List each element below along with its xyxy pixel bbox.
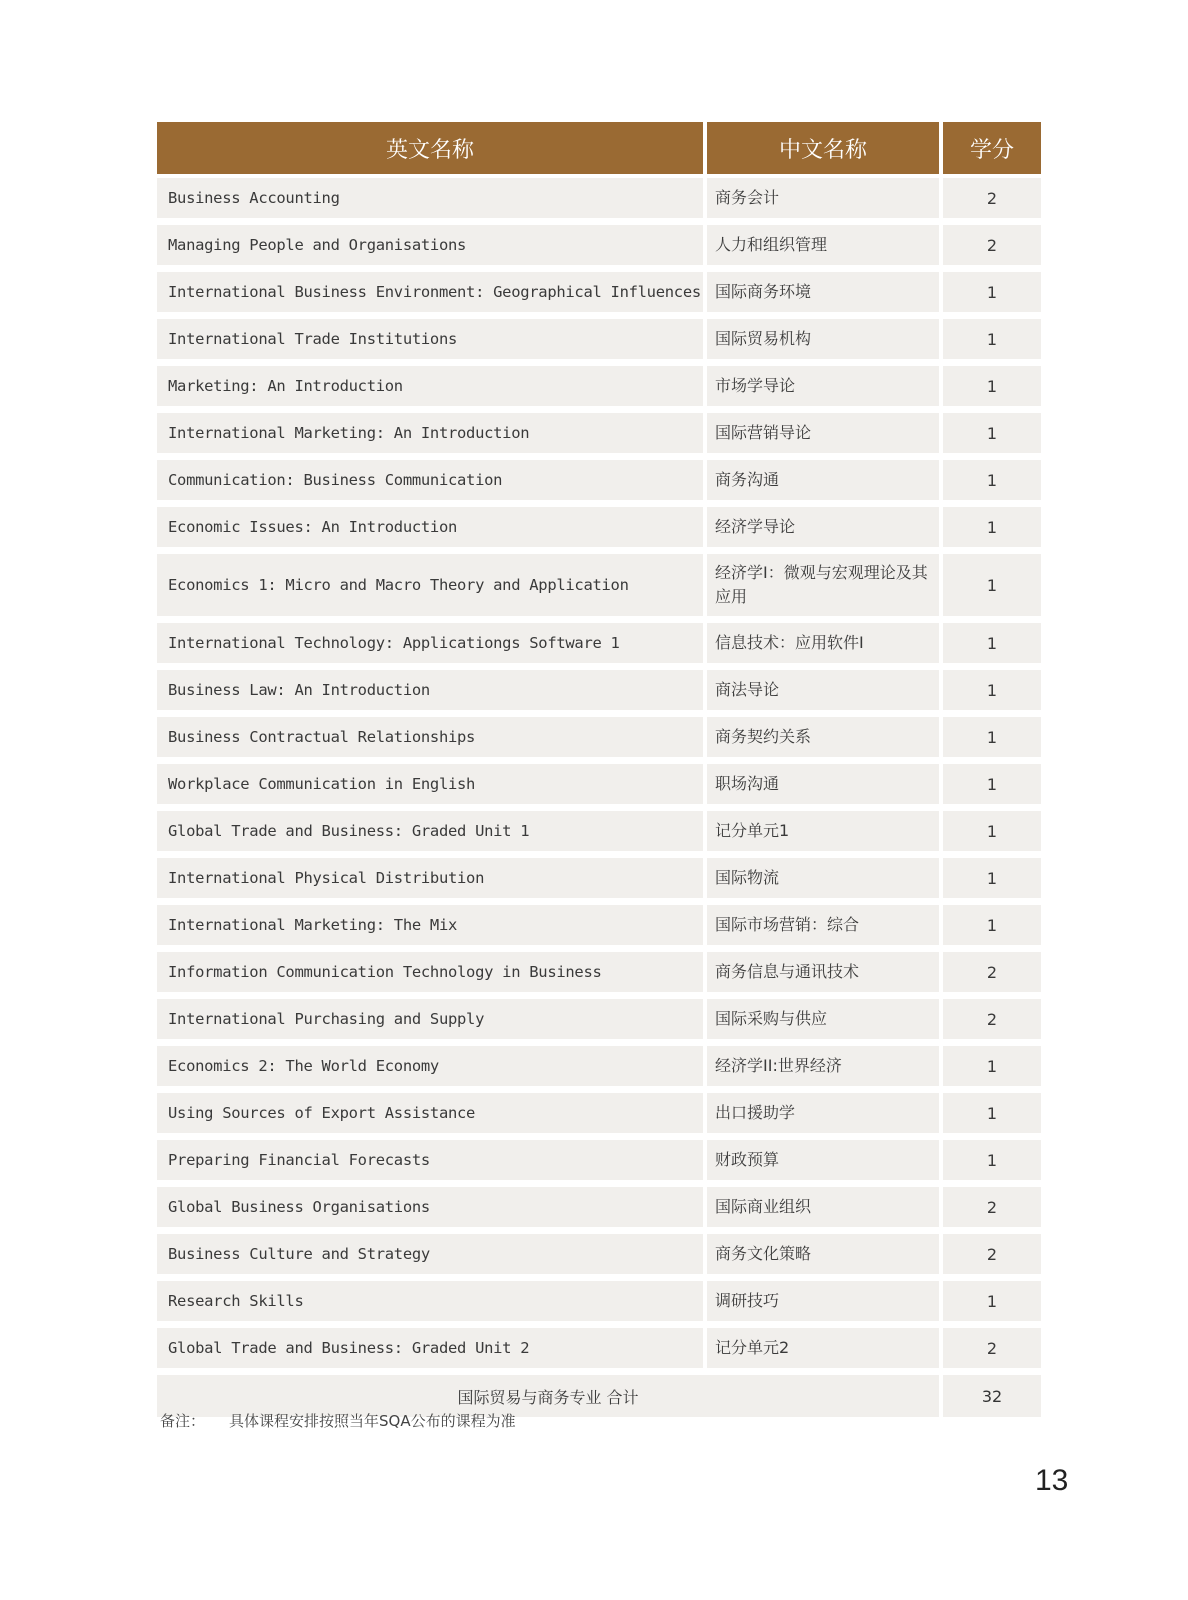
table-cell-cn: 经济学II:世界经济 xyxy=(707,1046,939,1086)
table-cell-credit: 1 xyxy=(943,811,1041,851)
table-cell-credit: 2 xyxy=(943,225,1041,265)
table-cell-credit: 2 xyxy=(943,178,1041,218)
table-cell-credit: 1 xyxy=(943,1281,1041,1321)
total-value: 32 xyxy=(943,1375,1041,1417)
table-cell-cn: 国际营销导论 xyxy=(707,413,939,453)
table-cell-cn: 国际商务环境 xyxy=(707,272,939,312)
table-cell-cn: 市场学导论 xyxy=(707,366,939,406)
table-cell-cn: 人力和组织管理 xyxy=(707,225,939,265)
table-cell-credit: 2 xyxy=(943,999,1041,1039)
table-cell-cn: 信息技术：应用软件I xyxy=(707,623,939,663)
table-cell-credit: 2 xyxy=(943,1187,1041,1227)
table-cell-credit: 1 xyxy=(943,413,1041,453)
table-cell-cn: 商法导论 xyxy=(707,670,939,710)
table-cell-en: Business Law: An Introduction xyxy=(157,670,703,710)
table-cell-cn: 经济学导论 xyxy=(707,507,939,547)
table-cell-credit: 2 xyxy=(943,1234,1041,1274)
table-cell-credit: 1 xyxy=(943,366,1041,406)
table-cell-cn: 商务会计 xyxy=(707,178,939,218)
page-number: 13 xyxy=(1035,1464,1069,1497)
table-cell-en: International Technology: Applicationgs Software 1 xyxy=(157,623,703,663)
table-cell-en: Economics 2: The World Economy xyxy=(157,1046,703,1086)
table-cell-cn: 国际商业组织 xyxy=(707,1187,939,1227)
table-cell-en: Global Business Organisations xyxy=(157,1187,703,1227)
table-cell-credit: 1 xyxy=(943,1093,1041,1133)
table-cell-en: International Physical Distribution xyxy=(157,858,703,898)
table-cell-en: Business Accounting xyxy=(157,178,703,218)
course-table xyxy=(157,122,1033,1417)
footnote xyxy=(160,1410,516,1431)
table-cell-en: Economics 1: Micro and Macro Theory and Application xyxy=(157,554,703,616)
table-cell-cn: 商务契约关系 xyxy=(707,717,939,757)
table-cell-en: Using Sources of Export Assistance xyxy=(157,1093,703,1133)
table-cell-cn: 国际市场营销：综合 xyxy=(707,905,939,945)
table-cell-en: Economic Issues: An Introduction xyxy=(157,507,703,547)
table-cell-en: Preparing Financial Forecasts xyxy=(157,1140,703,1180)
table-cell-en: International Trade Institutions xyxy=(157,319,703,359)
table-cell-cn: 调研技巧 xyxy=(707,1281,939,1321)
header-chinese-name: 中文名称 xyxy=(707,122,939,174)
table-cell-credit: 2 xyxy=(943,1328,1041,1368)
table-cell-cn: 国际采购与供应 xyxy=(707,999,939,1039)
table-cell-cn: 记分单元2 xyxy=(707,1328,939,1368)
table-cell-cn: 财政预算 xyxy=(707,1140,939,1180)
total-label: 国际贸易与商务专业 合计 xyxy=(157,1375,939,1417)
table-cell-cn: 经济学I：微观与宏观理论及其应用 xyxy=(707,554,939,616)
table-cell-cn: 职场沟通 xyxy=(707,764,939,804)
table-cell-credit: 1 xyxy=(943,507,1041,547)
table-cell-en: International Marketing: An Introduction xyxy=(157,413,703,453)
table-cell-en: Information Communication Technology in Business xyxy=(157,952,703,992)
table-cell-en: International Business Environment: Geographical Influences xyxy=(157,272,703,312)
table-cell-credit: 1 xyxy=(943,905,1041,945)
table-cell-cn: 商务沟通 xyxy=(707,460,939,500)
table-cell-en: Research Skills xyxy=(157,1281,703,1321)
table-cell-credit: 1 xyxy=(943,670,1041,710)
table-cell-credit: 1 xyxy=(943,319,1041,359)
table-cell-cn: 记分单元1 xyxy=(707,811,939,851)
table-cell-credit: 1 xyxy=(943,717,1041,757)
table-cell-cn: 商务信息与通讯技术 xyxy=(707,952,939,992)
table-cell-credit: 1 xyxy=(943,1046,1041,1086)
table-cell-en: Marketing: An Introduction xyxy=(157,366,703,406)
table-cell-credit: 1 xyxy=(943,764,1041,804)
table-cell-credit: 1 xyxy=(943,460,1041,500)
table-cell-credit: 1 xyxy=(943,858,1041,898)
header-english-name: 英文名称 xyxy=(157,122,703,174)
table-cell-en: Business Contractual Relationships xyxy=(157,717,703,757)
table-cell-cn: 商务文化策略 xyxy=(707,1234,939,1274)
footnote-text: 具体课程安排按照当年SQA公布的课程为准 xyxy=(229,1412,516,1430)
table-cell-cn: 国际物流 xyxy=(707,858,939,898)
table-cell-en: International Marketing: The Mix xyxy=(157,905,703,945)
table-cell-en: Communication: Business Communication xyxy=(157,460,703,500)
table-cell-cn: 出口援助学 xyxy=(707,1093,939,1133)
table-cell-credit: 1 xyxy=(943,1140,1041,1180)
table-cell-credit: 2 xyxy=(943,952,1041,992)
table-cell-en: Global Trade and Business: Graded Unit 2 xyxy=(157,1328,703,1368)
table-cell-credit: 1 xyxy=(943,554,1041,616)
table-cell-en: Global Trade and Business: Graded Unit 1 xyxy=(157,811,703,851)
table-cell-cn: 国际贸易机构 xyxy=(707,319,939,359)
table-cell-credit: 1 xyxy=(943,272,1041,312)
table-cell-en: Business Culture and Strategy xyxy=(157,1234,703,1274)
table-cell-en: International Purchasing and Supply xyxy=(157,999,703,1039)
table-cell-credit: 1 xyxy=(943,623,1041,663)
table-cell-en: Managing People and Organisations xyxy=(157,225,703,265)
footnote-label: 备注： xyxy=(160,1412,206,1430)
header-credit: 学分 xyxy=(943,122,1041,174)
table-cell-en: Workplace Communication in English xyxy=(157,764,703,804)
